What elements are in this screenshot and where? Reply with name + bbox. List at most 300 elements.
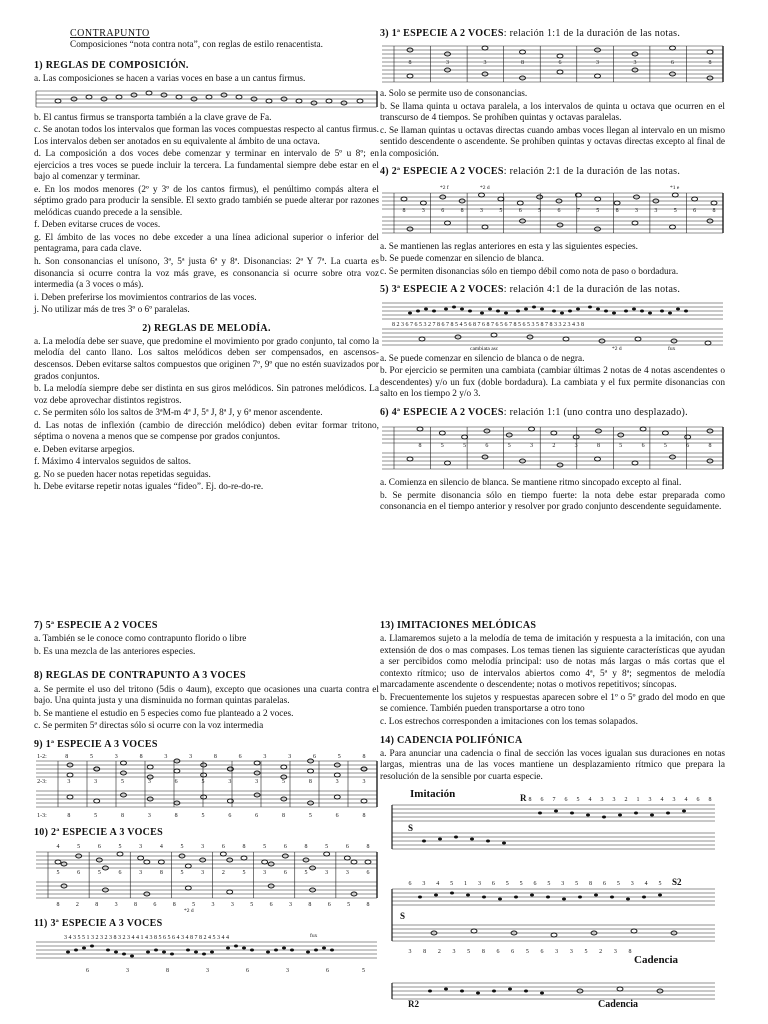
s14-cadencia-label: Cadencia — [634, 954, 678, 967]
s1-item-e: e. En los modos menores (2º y 3º de los cantos firmus), el penúltimo compás altera el séptimo grado para producir la sensible. El sexto grado también se puede alterar por razones melódicas cuando precede a la sensible. — [34, 184, 379, 218]
s6-item-b: b. Se permite disonancia sólo en tiempo fuerte: la nota debe estar preparada como consonancia en el tiempo anterior y resolver por grado conjunto descendente seguidamente. — [380, 490, 725, 513]
note — [201, 773, 207, 777]
s14-interval: 5 — [584, 949, 588, 956]
s14-interval: 8 — [528, 797, 532, 804]
s14-interval: 7 — [552, 797, 556, 804]
s14-interval: 8 — [589, 881, 593, 888]
s3-relation: : relación 1:1 de la duración de las notas. — [503, 28, 681, 39]
s10-interval-top: 6 — [345, 843, 349, 850]
note — [692, 197, 698, 201]
note — [595, 457, 601, 461]
s14-interval: 4 — [684, 797, 688, 804]
s14-s2-label: S2 — [672, 877, 682, 888]
s1-item-a: a. Las composiciones se hacen a varias voces en base a un cantus firmus. — [34, 74, 306, 85]
s4-staff — [380, 181, 725, 239]
s5-item-b: b. Por ejercicio se permiten una cambiata (cambiar últimas 2 notas de 4 notas ascendentes o descendentes) y/o un fux (doble bordadura). La cambiata y el fux permite disonancias con salto en los tiempo 2 y/o 3. — [380, 366, 725, 400]
note — [67, 795, 73, 799]
s4-item-c: c. Se permiten disonancias sólo en tiempo débil como nota de paso o bordadura. — [380, 266, 679, 277]
s10-interval-top: 4 — [56, 843, 60, 850]
note — [241, 856, 247, 860]
note — [67, 773, 73, 777]
s9-interval-low: 8 — [121, 813, 124, 820]
s5-title: 5) 3ª ESPECIE A 2 VOCES — [380, 284, 504, 296]
section-14-heading: 14) CADENCIA POLIFÓNICA — [380, 734, 523, 746]
s14-interval: 6 — [533, 881, 537, 888]
s9-interval-low: 1-3: — [37, 813, 47, 820]
s5-mark-cambiata: cambiata asc — [470, 345, 499, 351]
s10-interval-mid: 3 — [325, 869, 329, 876]
note — [575, 193, 581, 197]
s10-interval-low: 5 — [192, 901, 196, 908]
note — [138, 856, 144, 860]
s3-interval: 8 — [708, 60, 712, 67]
s9-interval-mid: 3 — [362, 779, 366, 786]
s10-mark-2d: *2 d — [184, 907, 194, 912]
s10-interval-top: 8 — [242, 843, 246, 850]
s14-interval: 5 — [450, 881, 454, 888]
section-10-heading: 10) 2ª ESPECIE A 3 VOCES — [34, 827, 164, 839]
note — [520, 50, 526, 54]
s10-interval-mid: 8 — [159, 869, 163, 876]
s3-title: 3) 1ª ESPECIE A 2 VOCES — [380, 28, 504, 39]
s6-title: 6) 4ª ESPECIE A 2 VOCES — [380, 406, 504, 418]
s4-title: 4) 2ª ESPECIE A 2 VOCES — [380, 166, 504, 178]
note — [334, 773, 340, 777]
s14-interval: 3 — [630, 881, 634, 888]
s14-s-label-2: S — [400, 911, 406, 922]
s4-interval: 5 — [538, 207, 542, 214]
s14-interval: 2 — [624, 797, 628, 804]
s14-interval: 3 — [555, 949, 559, 956]
note — [158, 860, 164, 864]
s4-interval: 6 — [441, 207, 445, 214]
s4-interval: 6 — [557, 207, 561, 214]
s9-interval-top: 5 — [337, 754, 341, 761]
note — [595, 197, 601, 201]
s4-item-a: a. Se mantienen las reglas anteriores en esta y las siguientes especies. — [380, 241, 638, 252]
note — [632, 221, 638, 225]
s10-interval-mid: 6 — [283, 869, 287, 876]
s9-interval-top: 1-2: — [37, 754, 47, 761]
s9-interval-top: 8 — [213, 754, 217, 761]
s11-intervals: 3 4 3 5 5 1 3 2 3 2 3 8 3 2 3 4 4 1 4 3 8 5 6 5 6 4 3 4 8 7 8 2 4 5 3 4 4 — [64, 935, 229, 942]
note — [557, 54, 563, 58]
note — [462, 435, 468, 439]
s9-interval-top: 6 — [238, 754, 242, 761]
s1-item-h: h. Son consonancias el unísono, 3ª, 5ª justa 6ª y 8ª. Disonancias: 2ª Y 7ª. La cuarta es disonancia si ocurre contra la voz más grave, es consonancia si ocurre sobre otra voz intermedia (a 3 voces o más). — [34, 257, 379, 291]
column-top-right — [380, 28, 725, 515]
s10-interval-mid: 6 — [77, 869, 81, 876]
note — [55, 860, 61, 864]
s14-interval: 6 — [540, 949, 544, 956]
s14-interval: 5 — [658, 881, 662, 888]
s6-staff — [380, 421, 725, 475]
note — [365, 860, 371, 864]
s14-interval: 5 — [505, 881, 509, 888]
s8-item-c: c. Se permiten 5ª directas sólo si ocurre con la voz intermedia — [34, 721, 264, 732]
s4-relation: : relación 2:1 de la duración de las notas. — [503, 166, 681, 178]
note — [557, 70, 563, 74]
s4-interval: 5 — [499, 207, 503, 214]
s11-low-6: 6 — [326, 968, 329, 975]
note — [640, 427, 646, 431]
s9-interval-low: 8 — [67, 813, 71, 820]
s3-interval: 3 — [596, 60, 599, 67]
s9-interval-top: 8 — [362, 754, 366, 761]
s6-interval: 3 — [574, 443, 578, 450]
s5-mark-fux: fux — [668, 345, 676, 351]
note — [407, 74, 413, 78]
s1-item-f: f. Deben evitarse cruces de voces. — [34, 220, 161, 231]
doc-title: CONTRAPUNTO — [70, 28, 150, 39]
s4-interval: 8 — [615, 207, 619, 214]
s4-interval: 5 — [596, 207, 600, 214]
s9-interval-low: 5 — [94, 813, 98, 820]
s9-interval-low: 3 — [147, 813, 151, 820]
s14-score — [380, 785, 725, 1007]
note — [632, 461, 638, 465]
s5-item-a: a. Se puede comenzar en silencio de blanca o de negra. — [380, 353, 585, 364]
s1-item-j: j. No utilizar más de tres 3º o 6º paralelas. — [34, 305, 190, 316]
s14-interval: 6 — [696, 797, 700, 804]
note — [147, 765, 153, 769]
note — [707, 50, 713, 54]
note — [117, 852, 123, 856]
s3-interval: 6 — [558, 60, 562, 67]
s14-interval: 3 — [672, 797, 676, 804]
note — [262, 860, 268, 864]
s3-interval: 3 — [483, 60, 487, 67]
s13-item-b: b. Frecuentemente los sujetos y respuestas aparecen sobre el 1º o 5º grado del modo en que se comience. También pueden transportarse a otro tono — [380, 692, 725, 715]
s3-item-b: b. Se llama quinta u octava paralela, a los intervalos de quinta u octava que ocurren en el transcurso de 4 tiempos. Se prohíben quintas y octavas paralelas. — [380, 101, 725, 124]
s9-interval-low: 5 — [201, 813, 205, 820]
s14-interval: 5 — [575, 881, 579, 888]
note — [308, 769, 314, 773]
s11-low-7: 5 — [362, 968, 365, 975]
s10-interval-top: 3 — [139, 843, 143, 850]
note — [120, 761, 126, 765]
s10-interval-mid: 5 — [56, 869, 60, 876]
note — [479, 193, 485, 197]
s6-interval: 2 — [552, 443, 556, 450]
s11-low-3: 3 — [206, 968, 209, 975]
s9-interval-mid: 3 — [67, 779, 71, 786]
s9-interval-mid: 3 — [228, 779, 232, 786]
s10-interval-mid: 5 — [180, 869, 184, 876]
s11-low-2: 8 — [166, 968, 169, 975]
s5-mark-2d: *2 d — [612, 345, 622, 351]
note — [670, 46, 676, 50]
s10-interval-mid: 3 — [263, 869, 267, 876]
note — [517, 201, 523, 205]
cantus-firmus-staff — [34, 88, 379, 110]
s4-interval: 7 — [576, 207, 580, 214]
note — [94, 799, 100, 803]
s9-interval-top: 3 — [288, 754, 292, 761]
note — [670, 225, 676, 229]
s14-interval: 6 — [540, 797, 544, 804]
section-8-heading: 8) REGLAS DE CONTRAPUNTO A 3 VOCES — [34, 670, 246, 682]
s14-interval: 5 — [547, 881, 551, 888]
s6-interval: 8 — [708, 443, 712, 450]
s1-item-d: d. La composición a dos voces debe comenzar y terminar en intervalo de 5º u 8º; en ejercicios a tres voces se puede incluir la tercera. La fundamental siempre debe estar en el bajo al comenzar y terminar. — [34, 149, 379, 183]
note — [185, 864, 191, 868]
s14-interval: 5 — [519, 881, 523, 888]
s2-item-f: f. Máximo 4 intervalos seguidos de saltos. — [34, 457, 191, 468]
s14-interval: 8 — [481, 949, 485, 956]
note — [445, 461, 451, 465]
s4-interval: 6 — [518, 207, 522, 214]
note — [227, 890, 233, 894]
s14-interval: 6 — [564, 797, 568, 804]
s4-interval: 3 — [421, 207, 425, 214]
s9-interval-low: 6 — [255, 813, 259, 820]
s14-r2-label: R2 — [408, 999, 419, 1008]
s3-item-c: c. Se llaman quintas u octavas directas cuando ambas voces llegan al intervalo en un mismo sentido descendente o ascendente. Se prohíben quintas y octavas directas excepto al final de la composición. — [380, 125, 725, 159]
s9-staff — [34, 753, 379, 821]
s10-interval-low: 8 — [308, 901, 312, 908]
note — [711, 201, 717, 205]
s8-item-b: b. Se mantiene el estudio en 5 especies como fue planteado a 2 voces. — [34, 708, 294, 719]
note — [361, 799, 367, 803]
s14-interval: 1 — [636, 797, 640, 804]
s10-interval-low: 3 — [289, 901, 292, 908]
s6-interval: 8 — [418, 443, 422, 450]
s2-item-a: a. La melodía debe ser suave, que predomine el movimiento por grado conjunto, tal como la melodía del canto llano. Los saltos melódicos deben ser compensados, en ascensos-descensos. Deben evitarse saltos compuestos que originen 7º, 9º que no estén suavizados por grados conjuntos. — [34, 336, 379, 382]
s14-interval: 1 — [464, 881, 468, 888]
s9-interval-mid: 5 — [121, 779, 124, 786]
s1-item-i: i. Deben preferirse los movimientos contrarios de las voces. — [34, 292, 257, 303]
s9-interval-low: 6 — [335, 813, 339, 820]
s4-interval: 5 — [673, 207, 677, 214]
s11-low-4: 6 — [246, 968, 249, 975]
s9-interval-low: 6 — [228, 813, 232, 820]
s10-interval-top: 5 — [180, 843, 184, 850]
s14-interval: 8 — [708, 797, 712, 804]
s10-interval-mid: 5 — [97, 869, 101, 876]
s3-interval: 6 — [671, 60, 674, 67]
note — [420, 201, 426, 205]
s6-interval: 3 — [530, 443, 534, 450]
s3-interval: 3 — [446, 60, 449, 67]
s9-interval-low: 8 — [282, 813, 285, 820]
section-5-heading — [380, 284, 725, 296]
s4-interval: 3 — [654, 207, 658, 214]
note — [220, 852, 226, 856]
s4-interval: 6 — [693, 207, 697, 214]
s10-interval-low: 5 — [250, 901, 254, 908]
s2-item-e: e. Deben evitarse arpegios. — [34, 444, 135, 455]
note — [595, 74, 601, 78]
s14-interval: 6 — [496, 949, 500, 956]
s11-low-intervals — [86, 968, 365, 974]
section-4-heading — [380, 166, 725, 178]
note — [401, 197, 407, 201]
s10-interval-mid: 5 — [242, 869, 246, 876]
s14-row2-top-intervals — [409, 881, 662, 887]
section-2-heading: 2) REGLAS DE MELODÍA. — [142, 322, 271, 334]
s7-item-b: b. Es una mezcla de las anteriores especies. — [34, 646, 196, 657]
s9-interval-mid: 3 — [147, 779, 151, 786]
s10-interval-mid: 3 — [201, 869, 205, 876]
note — [529, 427, 535, 431]
s11-mark-fux: fux — [310, 933, 318, 940]
s14-interval: 5 — [576, 797, 580, 804]
s10-interval-low: 6 — [153, 901, 157, 908]
section-7-heading: 7) 5ª ESPECIE A 2 VOCES — [34, 620, 158, 631]
note — [551, 431, 557, 435]
s9-interval-mid: 3 — [255, 779, 259, 786]
note — [614, 201, 620, 205]
s10-interval-low: 8 — [366, 901, 370, 908]
s10-interval-low: 3 — [211, 901, 215, 908]
s10-interval-top: 4 — [159, 843, 163, 850]
s10-interval-low: 6 — [269, 901, 273, 908]
s5-staff — [380, 299, 725, 351]
s10-interval-mid: 3 — [139, 869, 143, 876]
s2-item-c: c. Se permiten sólo los saltos de 3ªM-m 4ª J, 5ª J, 8ª J, y 6ª menor ascendente. — [34, 408, 323, 419]
s14-interval: 5 — [616, 881, 620, 888]
s10-interval-mid: 3 — [345, 869, 349, 876]
s4-interval: 8 — [460, 207, 464, 214]
s10-interval-top: 5 — [77, 843, 81, 850]
s14-interval: 3 — [613, 949, 617, 956]
s1-item-g: g. El ámbito de las voces no debe exceder a una línea adicional superior o inferior del pentagrama, para cada clave. — [34, 232, 379, 255]
s10-interval-low: 3 — [230, 901, 234, 908]
note — [324, 852, 330, 856]
note — [498, 197, 504, 201]
s6-interval: 5 — [440, 443, 444, 450]
s14-interval: 3 — [612, 797, 616, 804]
s14-imitacion-label: Imitación — [410, 788, 456, 801]
s10-interval-low: 8 — [56, 901, 60, 908]
s9-interval-top: 3 — [263, 754, 267, 761]
s10-interval-low: 3 — [114, 901, 118, 908]
note — [351, 860, 357, 864]
s10-interval-top: 5 — [118, 843, 122, 850]
s9-interval-top: 3 — [114, 754, 118, 761]
s6-interval: 6 — [686, 443, 690, 450]
s9-interval-mid: 6 — [174, 779, 178, 786]
s14-interval: 3 — [561, 881, 565, 888]
note — [445, 221, 451, 225]
s2-item-h: h. Debe evitarse repetir notas iguales “fideo”. Ej. do-re-do-re. — [34, 482, 264, 493]
s9-interval-low: 5 — [308, 813, 312, 820]
s14-interval: 6 — [491, 881, 495, 888]
s14-row2-low-intervals — [409, 949, 632, 955]
s14-interval: 5 — [525, 949, 529, 956]
s6-interval: 5 — [507, 443, 511, 450]
s7-item-a: a. También se le conoce como contrapunto florido o libre — [34, 634, 247, 645]
s10-interval-top: 5 — [325, 843, 329, 850]
s10-interval-top: 6 — [283, 843, 287, 850]
s13-item-c: c. Los estrechos corresponden a imitaciones con los temas solapados. — [380, 717, 638, 727]
note — [174, 769, 180, 773]
s10-interval-mid: 6 — [366, 869, 370, 876]
s9-interval-mid: 2-3: — [37, 779, 47, 786]
section-9-heading: 9) 1ª ESPECIE A 3 VOCES — [34, 738, 158, 750]
s9-interval-mid: 3 — [335, 779, 339, 786]
s10-staff — [34, 842, 379, 912]
s6-relation: : relación 1:1 (uno contra uno desplazado). — [503, 406, 688, 418]
s9-interval-mid: 3 — [94, 779, 98, 786]
section-13-heading: 13) IMITACIONES MELÓDICAS — [380, 620, 537, 631]
column-top-left — [34, 28, 379, 495]
note — [407, 457, 413, 461]
s9-interval-mid: 5 — [282, 779, 285, 786]
note — [482, 225, 488, 229]
s10-interval-low: 8 — [95, 901, 99, 908]
s14-interval: 8 — [628, 949, 632, 956]
s9-interval-low: 8 — [174, 813, 178, 820]
s9-interval-mid: 5 — [201, 779, 205, 786]
s4-mark-1e: *1 e — [670, 184, 680, 191]
note — [281, 765, 287, 769]
s14-interval: 5 — [467, 949, 471, 956]
s11-low-0: 6 — [86, 968, 89, 975]
s4-interval: 3 — [480, 207, 483, 214]
s3-interval: 8 — [521, 60, 524, 67]
s10-interval-low: 8 — [172, 901, 176, 908]
note — [573, 435, 579, 439]
s4-interval: 8 — [712, 207, 716, 214]
s14-interval: 2 — [437, 949, 441, 956]
s4-mark-2f: *2 f — [440, 184, 449, 191]
note — [662, 431, 668, 435]
s3-staff — [380, 42, 725, 86]
s14-interval: 2 — [599, 949, 603, 956]
column-bottom-left — [34, 620, 379, 981]
s9-interval-top: 3 — [164, 754, 168, 761]
s10-interval-top: 8 — [304, 843, 308, 850]
s14-interval: 4 — [644, 881, 648, 888]
s14-interval: 3 — [648, 797, 652, 804]
s2-item-g: g. No se pueden hacer notas repetidas seguidas. — [34, 469, 211, 480]
s3-interval: 3 — [633, 60, 637, 67]
note — [344, 856, 350, 860]
s5-relation: : relación 4:1 de la duración de las notas. — [503, 284, 681, 296]
note — [334, 795, 340, 799]
s3-item-a: a. Solo se permite uso de consonancias. — [380, 89, 528, 100]
s9-interval-top: 8 — [65, 754, 69, 761]
s10-interval-low: 6 — [327, 901, 331, 908]
s14-interval: 4 — [588, 797, 592, 804]
s10-interval-top: 8 — [366, 843, 370, 850]
s9-interval-top: 8 — [139, 754, 143, 761]
s6-interval: 8 — [596, 443, 600, 450]
s6-interval: 5 — [619, 443, 623, 450]
note — [439, 431, 445, 435]
s8-item-a: a. Se permite el uso del tritono (5dis o 4aum), excepto que ocasiones una cuarta contra el bajo. Una quinta justa y una disminuida no forman quintas paralelas. — [34, 684, 379, 707]
section-6-heading — [380, 407, 725, 419]
s13-item-a: a. Llamaremos sujeto a la melodía de tema de imitación y respuesta a la imitación, con una extensión de dos o mas compases. Los temas tienen las siguiente características que ayudan a ser percibidos como melodía principal: uso de notas más largas o más cortas que el contexto rítmico; uso de intervalos abiertos como 4ª, 5ª y 8ª; segmentos de melodía marcadamente ascendente o descendente; notas o motivos repetitivos; síncopas. — [380, 634, 725, 691]
note — [254, 761, 260, 765]
s4-item-b: b. Se puede comenzar en silencio de blanca. — [380, 254, 544, 265]
s10-interval-top: 6 — [97, 843, 101, 850]
s6-interval: 5 — [463, 443, 467, 450]
s6-item-a: a. Comienza en silencio de blanca. Se mantiene ritmo sincopado excepto al final. — [380, 478, 682, 489]
note — [672, 193, 678, 197]
s6-interval: 5 — [663, 443, 667, 450]
s11-low-1: 3 — [126, 968, 129, 975]
s10-interval-low: 8 — [134, 901, 137, 908]
note — [685, 435, 691, 439]
section-3-heading — [380, 28, 725, 40]
s14-interval: 4 — [436, 881, 440, 888]
s6-interval: 6 — [641, 443, 645, 450]
s4-mark-2d: *2 d — [480, 184, 490, 191]
s14-interval: 3 — [477, 881, 481, 888]
